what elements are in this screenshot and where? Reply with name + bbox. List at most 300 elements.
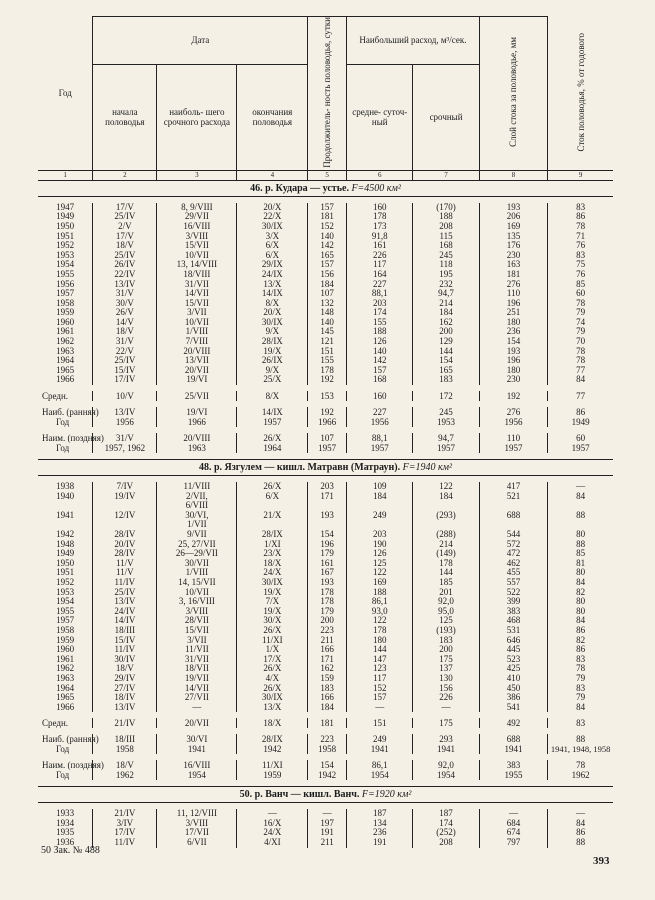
table-cell: 188 bbox=[347, 327, 413, 337]
table-cell: (252) bbox=[413, 828, 479, 838]
table-cell: 19/VI bbox=[157, 375, 237, 385]
table-cell: 26/X bbox=[237, 626, 308, 636]
table-cell: 167 bbox=[308, 568, 347, 578]
table-cell: 25/IV bbox=[93, 251, 157, 261]
table-cell: 19/X bbox=[237, 347, 308, 357]
table-cell: 60 bbox=[576, 288, 586, 299]
table-cell: 93,0 bbox=[347, 607, 413, 617]
year-cell: 1953 bbox=[38, 588, 93, 598]
table-cell: 86,1 bbox=[347, 597, 413, 607]
table-cell: 1/X bbox=[237, 645, 308, 655]
year-cell: 1959 bbox=[38, 636, 93, 646]
table-cell: 181 bbox=[308, 212, 347, 222]
table-cell: 125 bbox=[347, 559, 413, 569]
runoff-table bbox=[38, 16, 613, 854]
table-cell: (293) bbox=[413, 511, 479, 530]
summary-cell: 86,1 1954 bbox=[347, 760, 413, 780]
table-cell: 157 bbox=[308, 260, 347, 270]
table-cell: 142 bbox=[308, 241, 347, 251]
table-cell: 544 bbox=[479, 530, 548, 540]
table-cell: 135 bbox=[479, 232, 548, 242]
table-cell: 86 bbox=[576, 827, 586, 838]
table-cell: 8/X bbox=[237, 299, 308, 309]
table-cell: 14/VII bbox=[157, 289, 237, 299]
table-cell: 29/IX bbox=[237, 260, 308, 270]
table-cell: 123 bbox=[347, 664, 413, 674]
summary-cell: 14/IX 1957 bbox=[237, 407, 308, 427]
table-cell: 15/IV bbox=[93, 366, 157, 376]
table-cell: 11/V bbox=[93, 559, 157, 569]
table-cell: 169 bbox=[479, 222, 548, 232]
table-cell: 468 bbox=[479, 616, 548, 626]
table-cell: 82 bbox=[576, 586, 586, 597]
table-cell: 117 bbox=[347, 674, 413, 684]
table-cell: 174 bbox=[347, 308, 413, 318]
summary-cell: 10/V bbox=[93, 391, 157, 401]
year-cell: 1957 bbox=[38, 616, 93, 626]
table-cell: 18/V bbox=[93, 664, 157, 674]
table-cell: 144 bbox=[347, 645, 413, 655]
column-number: 4 bbox=[237, 170, 308, 180]
table-cell: 21/X bbox=[237, 511, 308, 530]
table-cell: 81 bbox=[576, 557, 586, 568]
table-cell: 17/V bbox=[93, 203, 157, 213]
table-cell: 28/IX bbox=[237, 530, 308, 540]
table-cell: 178 bbox=[308, 366, 347, 376]
table-cell: 2/VII, 6/VIII bbox=[157, 492, 237, 511]
table-cell: 129 bbox=[413, 337, 479, 347]
table-cell: 26—29/VII bbox=[157, 549, 237, 559]
table-cell: 195 bbox=[413, 270, 479, 280]
table-cell: 162 bbox=[413, 318, 479, 328]
table-row bbox=[38, 511, 613, 530]
table-cell: 79 bbox=[576, 672, 586, 683]
table-cell: 24/IV bbox=[93, 607, 157, 617]
table-cell: 30/V bbox=[93, 299, 157, 309]
section-title: 48. р. Язгулем — кишл. Матравн (Матраун). F=1940 км² bbox=[38, 460, 613, 476]
table-cell: 251 bbox=[479, 308, 548, 318]
year-cell: 1959 bbox=[38, 308, 93, 318]
summary-cell: 175 bbox=[413, 718, 479, 728]
table-cell: 174 bbox=[413, 819, 479, 829]
table-cell: 126 bbox=[347, 337, 413, 347]
table-cell: 31/VII bbox=[157, 280, 237, 290]
table-cell: 14/V bbox=[93, 318, 157, 328]
table-cell: 203 bbox=[308, 482, 347, 492]
table-cell: 200 bbox=[308, 616, 347, 626]
table-cell: 78 bbox=[576, 220, 586, 231]
year-cell: 1941 bbox=[38, 511, 93, 530]
table-cell: 18/VII bbox=[157, 664, 237, 674]
summary-cell: 18/III 1958 bbox=[93, 734, 157, 754]
table-cell: 797 bbox=[479, 838, 548, 848]
table-cell: 85 bbox=[576, 278, 586, 289]
table-cell: 223 bbox=[308, 626, 347, 636]
table-cell: 140 bbox=[308, 232, 347, 242]
table-cell: — bbox=[308, 809, 347, 819]
table-cell: 187 bbox=[413, 809, 479, 819]
year-cell: 1961 bbox=[38, 327, 93, 337]
table-cell: 25/IV bbox=[93, 356, 157, 366]
table-cell: 226 bbox=[347, 251, 413, 261]
table-cell: 88,1 bbox=[347, 289, 413, 299]
table-cell: 4/X bbox=[237, 674, 308, 684]
table-cell: 13/IV bbox=[93, 597, 157, 607]
table-cell: 191 bbox=[308, 828, 347, 838]
year-cell: 1938 bbox=[38, 482, 93, 492]
summary-cell: 223 1958 bbox=[308, 734, 347, 754]
table-cell: 162 bbox=[308, 664, 347, 674]
table-cell: 3/VII bbox=[157, 636, 237, 646]
table-cell: 107 bbox=[308, 289, 347, 299]
table-cell: 70 bbox=[576, 336, 586, 347]
table-cell: 145 bbox=[308, 327, 347, 337]
table-cell: 17/IV bbox=[93, 828, 157, 838]
summary-cell: 28/IX 1942 bbox=[237, 734, 308, 754]
table-cell: 26/X bbox=[237, 664, 308, 674]
table-cell: 19/X bbox=[237, 588, 308, 598]
table-cell: 110 bbox=[479, 289, 548, 299]
table-row bbox=[38, 375, 613, 385]
header-duration: Продолжитель- ность половодья, сутки bbox=[308, 17, 347, 171]
table-cell: 161 bbox=[308, 559, 347, 569]
table-cell: 155 bbox=[347, 318, 413, 328]
table-cell: 18/IV bbox=[93, 693, 157, 703]
table-cell: 183 bbox=[308, 684, 347, 694]
table-cell: 11/IV bbox=[93, 578, 157, 588]
table-cell: 6/VII bbox=[157, 838, 237, 848]
table-cell: 88 bbox=[576, 509, 586, 520]
table-cell: 410 bbox=[479, 674, 548, 684]
table-cell: 126 bbox=[347, 549, 413, 559]
table-cell: 144 bbox=[413, 568, 479, 578]
table-cell: 140 bbox=[308, 318, 347, 328]
summary-cell: 160 bbox=[347, 391, 413, 401]
summary-cell: 83 bbox=[576, 718, 586, 729]
table-cell: 15/VII bbox=[157, 241, 237, 251]
table-cell: 200 bbox=[413, 327, 479, 337]
table-cell: 531 bbox=[479, 626, 548, 636]
year-cell: 1962 bbox=[38, 337, 93, 347]
table-cell: 3/IV bbox=[93, 819, 157, 829]
table-cell: 168 bbox=[347, 375, 413, 385]
table-cell: 22/V bbox=[93, 347, 157, 357]
table-cell: 82 bbox=[576, 634, 586, 645]
table-cell: 171 bbox=[308, 492, 347, 511]
table-cell: 29/VII bbox=[157, 212, 237, 222]
table-cell: 188 bbox=[413, 212, 479, 222]
table-cell: 236 bbox=[479, 327, 548, 337]
table-cell: 142 bbox=[347, 356, 413, 366]
summary-cell: 172 bbox=[413, 391, 479, 401]
summary-cell: 276 1956 bbox=[479, 407, 548, 427]
table-cell: 23/X bbox=[237, 549, 308, 559]
table-cell: 28/VII bbox=[157, 616, 237, 626]
summary-cell: 92,0 1954 bbox=[413, 760, 479, 780]
summary-cell: 94,7 1957 bbox=[413, 433, 479, 453]
year-cell: 1951 bbox=[38, 232, 93, 242]
table-cell: 183 bbox=[413, 636, 479, 646]
table-cell: 168 bbox=[413, 241, 479, 251]
table-cell: 227 bbox=[347, 280, 413, 290]
table-cell: 80 bbox=[576, 596, 586, 607]
table-cell: 29/IV bbox=[93, 674, 157, 684]
table-cell: 15/VII bbox=[157, 299, 237, 309]
table-cell: 14/VII bbox=[157, 684, 237, 694]
table-cell: — bbox=[576, 808, 586, 819]
table-cell: — bbox=[157, 703, 237, 713]
table-cell: 6/X bbox=[237, 251, 308, 261]
table-cell: 1/VIII bbox=[157, 327, 237, 337]
table-cell: 28/IV bbox=[93, 549, 157, 559]
table-cell: — bbox=[237, 809, 308, 819]
table-cell: 20/VII bbox=[157, 366, 237, 376]
header-year: Год bbox=[38, 17, 93, 171]
table-cell: 151 bbox=[308, 347, 347, 357]
table-cell: 214 bbox=[413, 299, 479, 309]
header-start: начала половодья bbox=[93, 64, 157, 170]
header-runoff-layer: Слой стока за половодье, мм bbox=[479, 17, 548, 171]
table-cell: 196 bbox=[479, 299, 548, 309]
header-end: окончания половодья bbox=[237, 64, 308, 170]
table-cell: 154 bbox=[479, 337, 548, 347]
year-cell: 1966 bbox=[38, 375, 93, 385]
summary-cell: 492 bbox=[479, 718, 548, 728]
table-cell: 26/V bbox=[93, 308, 157, 318]
table-cell: 78 bbox=[576, 663, 586, 674]
table-cell: 2/V bbox=[93, 222, 157, 232]
header-max-flow: Наибольший расход, м³/сек. bbox=[347, 17, 480, 65]
summary-row bbox=[38, 433, 613, 453]
year-cell: 1947 bbox=[38, 203, 93, 213]
table-cell: 71 bbox=[576, 230, 586, 241]
table-cell: 154 bbox=[413, 356, 479, 366]
year-cell: 1957 bbox=[38, 289, 93, 299]
year-cell: 1962 bbox=[38, 664, 93, 674]
year-cell: 1948 bbox=[38, 540, 93, 550]
table-cell: 74 bbox=[576, 316, 586, 327]
year-cell: 1964 bbox=[38, 356, 93, 366]
table-cell: 163 bbox=[479, 260, 548, 270]
table-cell: 88 bbox=[576, 837, 586, 848]
table-cell: 160 bbox=[347, 203, 413, 213]
table-cell: 30/X bbox=[237, 616, 308, 626]
table-cell: 18/X bbox=[237, 559, 308, 569]
table-cell: 183 bbox=[413, 375, 479, 385]
table-cell: 21/IV bbox=[93, 809, 157, 819]
table-cell: 230 bbox=[479, 375, 548, 385]
table-cell: 200 bbox=[413, 645, 479, 655]
table-cell: 30/VI, 1/VII bbox=[157, 511, 237, 530]
table-cell: 7/IV bbox=[93, 482, 157, 492]
table-cell: 13/IV bbox=[93, 280, 157, 290]
year-cell: 1942 bbox=[38, 530, 93, 540]
table-cell: 17/X bbox=[237, 655, 308, 665]
column-number: 2 bbox=[93, 170, 157, 180]
year-cell: 1955 bbox=[38, 607, 93, 617]
table-cell: 165 bbox=[308, 251, 347, 261]
summary-cell: 154 1942 bbox=[308, 760, 347, 780]
summary-cell: 181 bbox=[308, 718, 347, 728]
table-cell: 84 bbox=[576, 374, 586, 385]
table-cell: 193 bbox=[479, 347, 548, 357]
table-cell: 159 bbox=[308, 674, 347, 684]
table-cell: 83 bbox=[576, 682, 586, 693]
year-cell: 1940 bbox=[38, 492, 93, 511]
table-cell: 13/X bbox=[237, 280, 308, 290]
table-row bbox=[38, 492, 613, 511]
table-cell: 84 bbox=[576, 701, 586, 712]
table-cell: 86 bbox=[576, 211, 586, 222]
table-cell: 1/VIII bbox=[157, 568, 237, 578]
table-cell: 181 bbox=[479, 270, 548, 280]
summary-cell: 688 1941 bbox=[479, 734, 548, 754]
year-cell: 1955 bbox=[38, 270, 93, 280]
table-cell: 78 bbox=[576, 297, 586, 308]
table-cell: 152 bbox=[308, 222, 347, 232]
table-cell: 122 bbox=[413, 482, 479, 492]
page-number: 393 bbox=[593, 855, 610, 867]
table-cell: 9/X bbox=[237, 327, 308, 337]
summary-cell: 192 1966 bbox=[308, 407, 347, 427]
table-cell: 115 bbox=[413, 232, 479, 242]
table-cell: 557 bbox=[479, 578, 548, 588]
table-cell: 178 bbox=[347, 626, 413, 636]
year-cell: 1954 bbox=[38, 260, 93, 270]
year-cell: 1960 bbox=[38, 645, 93, 655]
table-cell: 184 bbox=[413, 308, 479, 318]
table-cell: 11/V bbox=[93, 568, 157, 578]
table-cell: 30/IX bbox=[237, 693, 308, 703]
table-cell: 521 bbox=[479, 492, 548, 511]
table-cell: 26/IV bbox=[93, 260, 157, 270]
table-cell: 125 bbox=[413, 616, 479, 626]
table-cell: 148 bbox=[308, 308, 347, 318]
year-cell: 1952 bbox=[38, 578, 93, 588]
table-cell: 86 bbox=[576, 624, 586, 635]
table-cell: 386 bbox=[479, 693, 548, 703]
table-cell: 178 bbox=[308, 597, 347, 607]
table-cell: 688 bbox=[479, 511, 548, 530]
table-cell: 137 bbox=[413, 664, 479, 674]
table-cell: (193) bbox=[413, 626, 479, 636]
table-cell: 161 bbox=[347, 241, 413, 251]
summary-cell: 86 1949 bbox=[571, 407, 590, 428]
table-cell: 455 bbox=[479, 568, 548, 578]
table-cell: 30/IX bbox=[237, 222, 308, 232]
year-cell: 1963 bbox=[38, 674, 93, 684]
summary-cell: 11/XI 1959 bbox=[237, 760, 308, 780]
summary-cell: 88 1941, 1948, 1958 bbox=[550, 734, 611, 755]
year-cell: 1953 bbox=[38, 251, 93, 261]
year-cell: 1950 bbox=[38, 559, 93, 569]
table-cell: 178 bbox=[308, 588, 347, 598]
table-cell: 83 bbox=[576, 653, 586, 664]
table-cell: 541 bbox=[479, 703, 548, 713]
summary-cell: 153 bbox=[308, 391, 347, 401]
table-cell: 78 bbox=[576, 345, 586, 356]
footer-order: 50 Зак. № 488 bbox=[41, 845, 100, 856]
table-cell: 7/X bbox=[237, 597, 308, 607]
summary-cell: 31/V 1957, 1962 bbox=[93, 433, 157, 453]
summary-cell: 25/VII bbox=[157, 391, 237, 401]
table-cell: 6/X bbox=[237, 492, 308, 511]
table-cell: 211 bbox=[308, 636, 347, 646]
table-cell: 178 bbox=[347, 212, 413, 222]
table-cell: 13/IV bbox=[93, 703, 157, 713]
table-cell: 24/X bbox=[237, 828, 308, 838]
table-cell: 180 bbox=[479, 318, 548, 328]
table-cell: 83 bbox=[576, 249, 586, 260]
table-cell: 171 bbox=[308, 655, 347, 665]
table-cell: 78 bbox=[576, 355, 586, 366]
table-cell: 180 bbox=[479, 366, 548, 376]
table-cell: 20/IV bbox=[93, 540, 157, 550]
year-cell: 1949 bbox=[38, 549, 93, 559]
summary-cell: 383 1955 bbox=[479, 760, 548, 780]
table-cell: 684 bbox=[479, 819, 548, 829]
table-cell: 13, 14/VIII bbox=[157, 260, 237, 270]
table-cell: 84 bbox=[576, 490, 586, 501]
table-cell: 122 bbox=[347, 616, 413, 626]
table-cell: 245 bbox=[413, 251, 479, 261]
table-cell: 25/IV bbox=[93, 588, 157, 598]
year-cell: 1960 bbox=[38, 318, 93, 328]
year-cell: 1958 bbox=[38, 626, 93, 636]
table-cell: 22/X bbox=[237, 212, 308, 222]
table-cell: 25/IV bbox=[93, 212, 157, 222]
table-cell: 91,8 bbox=[347, 232, 413, 242]
table-cell: 4/XI bbox=[237, 838, 308, 848]
column-number: 1 bbox=[38, 170, 93, 180]
table-cell: 77 bbox=[576, 364, 586, 375]
table-cell: 86 bbox=[576, 644, 586, 655]
header-dates: Дата bbox=[93, 17, 308, 65]
table-cell: 20/X bbox=[237, 308, 308, 318]
table-cell: 157 bbox=[347, 693, 413, 703]
table-cell: 674 bbox=[479, 828, 548, 838]
year-cell: 1952 bbox=[38, 241, 93, 251]
header-peak: наиболь- шего срочного расхода bbox=[157, 64, 237, 170]
table-cell: 3/VIII bbox=[157, 232, 237, 242]
table-cell: 31/VII bbox=[157, 655, 237, 665]
table-cell: 134 bbox=[347, 819, 413, 829]
table-cell: 132 bbox=[308, 299, 347, 309]
table-cell: 450 bbox=[479, 684, 548, 694]
table-cell: 3/VII bbox=[157, 308, 237, 318]
table-cell: 383 bbox=[479, 607, 548, 617]
table-cell: 117 bbox=[347, 260, 413, 270]
table-cell: 187 bbox=[347, 809, 413, 819]
table-cell: 157 bbox=[347, 366, 413, 376]
table-cell: 30/IX bbox=[237, 318, 308, 328]
column-number: 9 bbox=[548, 170, 613, 180]
table-cell: 18/VIII bbox=[157, 270, 237, 280]
column-number: 6 bbox=[347, 170, 413, 180]
table-cell: 30/VII bbox=[157, 559, 237, 569]
table-cell: 208 bbox=[413, 838, 479, 848]
table-cell: 22/IV bbox=[93, 270, 157, 280]
summary-cell: 77 bbox=[576, 391, 586, 402]
summary-cell: 8/X bbox=[237, 391, 308, 401]
table-cell: 27/VII bbox=[157, 693, 237, 703]
table-cell: 118 bbox=[413, 260, 479, 270]
summary-row bbox=[38, 718, 613, 728]
table-cell: 13/X bbox=[237, 703, 308, 713]
table-cell: 17/IV bbox=[93, 375, 157, 385]
summary-cell: 245 1953 bbox=[413, 407, 479, 427]
table-cell: 17/VII bbox=[157, 828, 237, 838]
